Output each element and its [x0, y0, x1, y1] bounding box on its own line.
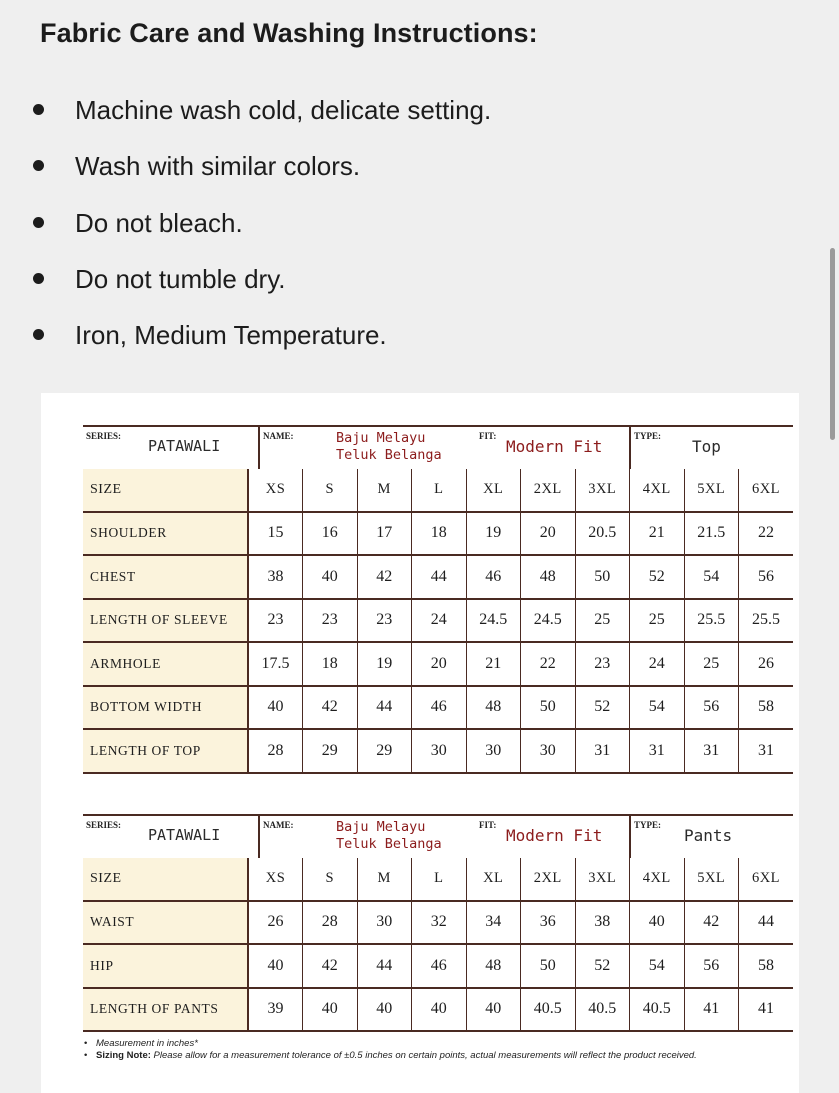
size-6xl: 6XL [739, 858, 794, 901]
table-cell: 40 [303, 555, 358, 599]
table-cell: 31 [684, 729, 739, 773]
table-cell: 20 [412, 642, 467, 686]
fit-value: Modern Fit [506, 437, 603, 456]
size-s: S [303, 469, 358, 512]
note-measurement: • Measurement in inches* [84, 1038, 198, 1049]
table-cell: 28 [248, 729, 303, 773]
row-label: BOTTOM WIDTH [83, 686, 248, 730]
table-row [83, 944, 793, 988]
table-cell: 46 [412, 944, 467, 988]
care-item-text: Machine wash cold, delicate setting. [75, 95, 492, 125]
size-2xl: 2XL [521, 469, 576, 512]
table-cell: 41 [739, 988, 794, 1032]
bullet-icon [33, 160, 44, 171]
table-cell: 48 [466, 944, 521, 988]
table-cell: 26 [248, 901, 303, 945]
table-cell: 16 [303, 512, 358, 556]
name-label: NAME: [263, 820, 294, 830]
row-label: LENGTH OF SLEEVE [83, 599, 248, 643]
measurement-notes [84, 1038, 697, 1062]
table-cell: 50 [521, 944, 576, 988]
table-cell: 42 [684, 901, 739, 945]
size-xl: XL [466, 469, 521, 512]
note-sizing-title: Sizing Note: [96, 1050, 151, 1061]
table-cell: 19 [357, 642, 412, 686]
table-cell: 30 [357, 901, 412, 945]
measurement-table [83, 858, 793, 1032]
table-cell: 32 [412, 901, 467, 945]
size-m: M [357, 469, 412, 512]
type-cell [629, 427, 795, 469]
type-label: TYPE: [634, 820, 661, 830]
scrollbar[interactable] [830, 248, 835, 440]
type-value: Pants [684, 826, 733, 845]
table-row [83, 729, 793, 773]
table-cell: 21 [630, 512, 685, 556]
name-label: NAME: [263, 431, 294, 441]
table-cell: 22 [521, 642, 576, 686]
type-label: TYPE: [634, 431, 661, 441]
series-cell [83, 816, 258, 858]
table-cell: 40 [248, 944, 303, 988]
table-cell: 48 [466, 686, 521, 730]
name-cell [258, 816, 465, 858]
table-cell: 39 [248, 988, 303, 1032]
row-label: SIZE [83, 858, 248, 901]
size-xs: XS [248, 858, 303, 901]
table-cell: 29 [303, 729, 358, 773]
table-cell: 44 [739, 901, 794, 945]
table-cell: 46 [466, 555, 521, 599]
table-cell: 52 [630, 555, 685, 599]
table-cell: 40 [630, 901, 685, 945]
size-4xl: 4XL [630, 469, 685, 512]
size-s: S [303, 858, 358, 901]
table-cell: 23 [303, 599, 358, 643]
size-5xl: 5XL [684, 469, 739, 512]
size-xs: XS [248, 469, 303, 512]
table-cell: 40 [412, 988, 467, 1032]
table-cell: 52 [575, 944, 630, 988]
table-cell: 25 [575, 599, 630, 643]
table-cell: 54 [630, 686, 685, 730]
table-cell: 21 [466, 642, 521, 686]
table-cell: 30 [521, 729, 576, 773]
table-cell: 30 [412, 729, 467, 773]
table-cell: 25 [630, 599, 685, 643]
care-item-text: Wash with similar colors. [75, 151, 361, 182]
table-row [83, 512, 793, 556]
series-value: PATAWALI [148, 437, 221, 455]
table-cell: 19 [466, 512, 521, 556]
table-cell: 25.5 [739, 599, 794, 643]
size-row [83, 469, 793, 512]
table-cell: 38 [575, 901, 630, 945]
table-cell: 18 [303, 642, 358, 686]
table-row [83, 599, 793, 643]
size-6xl: 6XL [739, 469, 794, 512]
row-label: SHOULDER [83, 512, 248, 556]
bullet-icon [33, 273, 44, 284]
size-xl: XL [466, 858, 521, 901]
table-cell: 58 [739, 944, 794, 988]
type-value: Top [692, 437, 721, 456]
series-label: SERIES: [86, 431, 122, 441]
table-cell: 56 [739, 555, 794, 599]
note-measurement-text: Measurement in inches* [96, 1038, 198, 1049]
table-cell: 31 [575, 729, 630, 773]
type-cell [629, 816, 795, 858]
row-label: SIZE [83, 469, 248, 512]
size-3xl: 3XL [575, 469, 630, 512]
fit-cell [476, 427, 631, 469]
row-label: LENGTH OF TOP [83, 729, 248, 773]
table-cell: 54 [684, 555, 739, 599]
name-value-line2: Teluk Belanga [336, 447, 442, 463]
care-item-text: Do not tumble dry. [75, 263, 286, 294]
table-header [83, 814, 793, 860]
table-cell: 42 [303, 944, 358, 988]
table-cell: 56 [684, 686, 739, 730]
table-row [83, 642, 793, 686]
table-cell: 23 [575, 642, 630, 686]
table-cell: 22 [739, 512, 794, 556]
fit-label: FIT: [479, 431, 497, 441]
size-l: L [412, 469, 467, 512]
table-cell: 48 [521, 555, 576, 599]
bullet-icon [33, 104, 44, 115]
table-cell: 46 [412, 686, 467, 730]
row-label: LENGTH OF PANTS [83, 988, 248, 1032]
size-l: L [412, 858, 467, 901]
table-cell: 50 [575, 555, 630, 599]
table-cell: 24.5 [466, 599, 521, 643]
table-cell: 42 [357, 555, 412, 599]
size-5xl: 5XL [684, 858, 739, 901]
table-cell: 20 [521, 512, 576, 556]
table-cell: 40 [466, 988, 521, 1032]
table-cell: 24.5 [521, 599, 576, 643]
table-cell: 28 [303, 901, 358, 945]
table-cell: 40 [357, 988, 412, 1032]
table-cell: 40.5 [575, 988, 630, 1032]
care-item-text: Iron, Medium Temperature. [75, 320, 387, 351]
table-cell: 40.5 [521, 988, 576, 1032]
table-cell: 50 [521, 686, 576, 730]
fit-value: Modern Fit [506, 826, 603, 845]
table-cell: 25.5 [684, 599, 739, 643]
care-heading: Fabric Care and Washing Instructions: [40, 18, 538, 48]
table-cell: 29 [357, 729, 412, 773]
note-sizing: • Sizing Note: Please allow for a measurement tolerance of ±0.5 inches on certain points, actual measurements will reflect the product received. [84, 1050, 697, 1061]
table-cell: 40.5 [630, 988, 685, 1032]
series-cell [83, 427, 258, 469]
size-4xl: 4XL [630, 858, 685, 901]
note-sizing-text: Please allow for a measurement tolerance of ±0.5 inches on certain points, actual measurements will reflect the product received. [153, 1050, 697, 1061]
table-row [83, 901, 793, 945]
table-cell: 58 [739, 686, 794, 730]
measurement-table [83, 469, 793, 774]
table-cell: 31 [739, 729, 794, 773]
table-cell: 24 [630, 642, 685, 686]
size-3xl: 3XL [575, 858, 630, 901]
series-value: PATAWALI [148, 826, 221, 844]
table-cell: 41 [684, 988, 739, 1032]
name-cell [258, 427, 465, 469]
size-chart-image [41, 393, 799, 1093]
name-value-line2: Teluk Belanga [336, 836, 442, 852]
table-cell: 40 [248, 686, 303, 730]
fit-label: FIT: [479, 820, 497, 830]
row-label: CHEST [83, 555, 248, 599]
table-cell: 21.5 [684, 512, 739, 556]
table-cell: 23 [357, 599, 412, 643]
table-cell: 38 [248, 555, 303, 599]
series-label: SERIES: [86, 820, 122, 830]
table-cell: 25 [684, 642, 739, 686]
row-label: ARMHOLE [83, 642, 248, 686]
table-cell: 17.5 [248, 642, 303, 686]
table-cell: 40 [303, 988, 358, 1032]
row-label: WAIST [83, 901, 248, 945]
size-m: M [357, 858, 412, 901]
table-cell: 36 [521, 901, 576, 945]
table-row [83, 555, 793, 599]
table-cell: 44 [357, 944, 412, 988]
table-cell: 56 [684, 944, 739, 988]
bullet-icon [33, 329, 44, 340]
table-cell: 30 [466, 729, 521, 773]
table-cell: 34 [466, 901, 521, 945]
fit-cell [476, 816, 631, 858]
table-cell: 23 [248, 599, 303, 643]
name-value-line1: Baju Melayu [336, 430, 426, 446]
table-cell: 26 [739, 642, 794, 686]
table-cell: 17 [357, 512, 412, 556]
table-cell: 42 [303, 686, 358, 730]
table-header [83, 425, 793, 471]
table-cell: 44 [412, 555, 467, 599]
size-2xl: 2XL [521, 858, 576, 901]
care-item-text: Do not bleach. [75, 207, 243, 238]
row-label: HIP [83, 944, 248, 988]
table-row [83, 988, 793, 1032]
table-cell: 18 [412, 512, 467, 556]
table-cell: 52 [575, 686, 630, 730]
table-cell: 31 [630, 729, 685, 773]
table-cell: 54 [630, 944, 685, 988]
table-cell: 15 [248, 512, 303, 556]
bullet-icon [33, 217, 44, 228]
name-value-line1: Baju Melayu [336, 819, 426, 835]
size-row [83, 858, 793, 901]
table-cell: 24 [412, 599, 467, 643]
table-cell: 44 [357, 686, 412, 730]
table-row [83, 686, 793, 730]
table-cell: 20.5 [575, 512, 630, 556]
